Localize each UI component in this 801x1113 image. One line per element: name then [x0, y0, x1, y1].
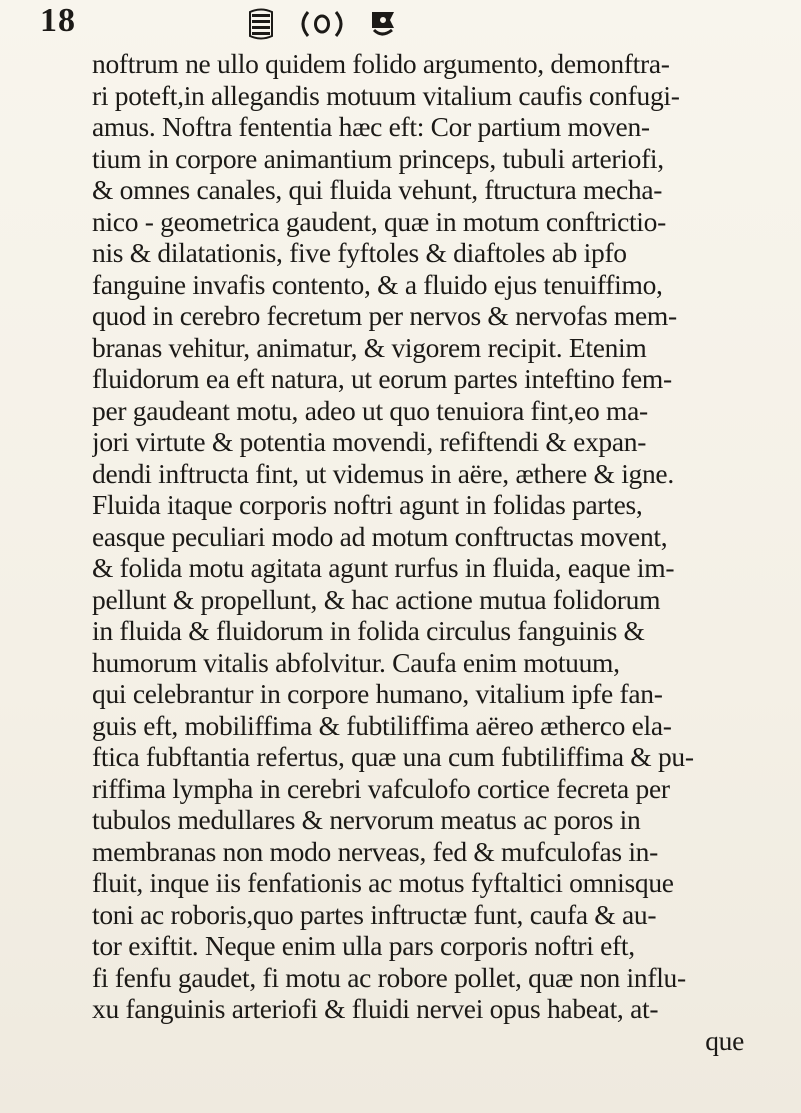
text-line: amus. Noftra fententia hæc eft: Cor partium moven-	[92, 111, 650, 142]
text-line: tium in corpore animantium princeps, tubuli arteriofi,	[92, 142, 664, 174]
text-line: riffima lympha in cerebri vafculofo cortice fecreta per	[92, 772, 670, 804]
text-line: pellunt & propellunt, & hac actione mutua folidorum	[92, 583, 661, 615]
text-line: fi fenfu gaudet, fi motu ac robore pollet, quæ non influ-	[92, 961, 686, 993]
text-line: ftica fubftantia refertus, quæ una cum fubtiliffima & pu-	[92, 741, 694, 772]
text-line: fluit, inque iis fenfationis ac motus fyftaltici omnisque	[92, 867, 674, 898]
text-line: dendi inftructa fint, ut videmus in aëre, æthere & igne.	[92, 457, 674, 489]
text-line: membranas non modo nerveas, fed & mufculofas in-	[92, 835, 658, 867]
text-line: humorum vitalis abfolvitur. Caufa enim motuum,	[92, 646, 620, 678]
catchword: que	[705, 1024, 744, 1056]
text-line: ri poteft,in allegandis motuum vitalium caufis confugi-	[92, 79, 680, 111]
text-line: qui celebrantur in corpore humano, vitalium ipfe fan-	[92, 678, 663, 709]
text-line: nico - geometrica gaudent, quæ in motum conftrictio-	[92, 205, 666, 237]
text-line: jori virtute & potentia movendi, refiftendi & expan-	[92, 426, 647, 457]
page-number: 18	[40, 2, 76, 39]
body-text	[92, 48, 782, 1056]
text-line: per gaudeant motu, adeo ut quo tenuiora fint,eo ma-	[92, 394, 648, 426]
text-line: guis eft, mobiliffima & fubtiliffima aëreo ætherco ela-	[92, 709, 672, 741]
text-line: Fluida itaque corporis noftri agunt in folidas partes,	[92, 489, 643, 520]
text-line: tubulos medullares & nervorum meatus ac poros in	[92, 804, 641, 835]
text-line: nis & dilatationis, five fyftoles & diaftoles ab ipfo	[92, 237, 627, 268]
text-line: fanguine invafis contento, & a fluido ejus tenuiffimo,	[92, 268, 663, 300]
text-line: noftrum ne ullo quidem folido argumento, demonftra-	[92, 48, 670, 79]
text-line: & folida motu agitata agunt rurfus in fluida, eaque im-	[92, 552, 675, 583]
text-line: easque peculiari modo ad motum conftructas movent,	[92, 520, 668, 552]
text-line: xu fanguinis arteriofi & fluidi nervei opus habeat, at-	[92, 993, 659, 1024]
printer-ornament-icon	[246, 6, 406, 42]
text-line: fluidorum ea eft natura, ut eorum partes inteftino fem-	[92, 363, 672, 394]
page-header	[40, 2, 780, 46]
text-line: quod in cerebro fecretum per nervos & nervofas mem-	[92, 300, 677, 331]
text-line: branas vehitur, animatur, & vigorem recipit. Etenim	[92, 331, 647, 363]
text-line: tor exiftit. Neque enim ulla pars corporis noftri eft,	[92, 930, 635, 961]
text-line: in fluida & fluidorum in folida circulus fanguinis &	[92, 615, 645, 646]
text-line: & omnes canales, qui fluida vehunt, ftructura mecha-	[92, 174, 663, 205]
text-line: toni ac roboris,quo partes inftructæ funt, caufa & au-	[92, 898, 657, 930]
